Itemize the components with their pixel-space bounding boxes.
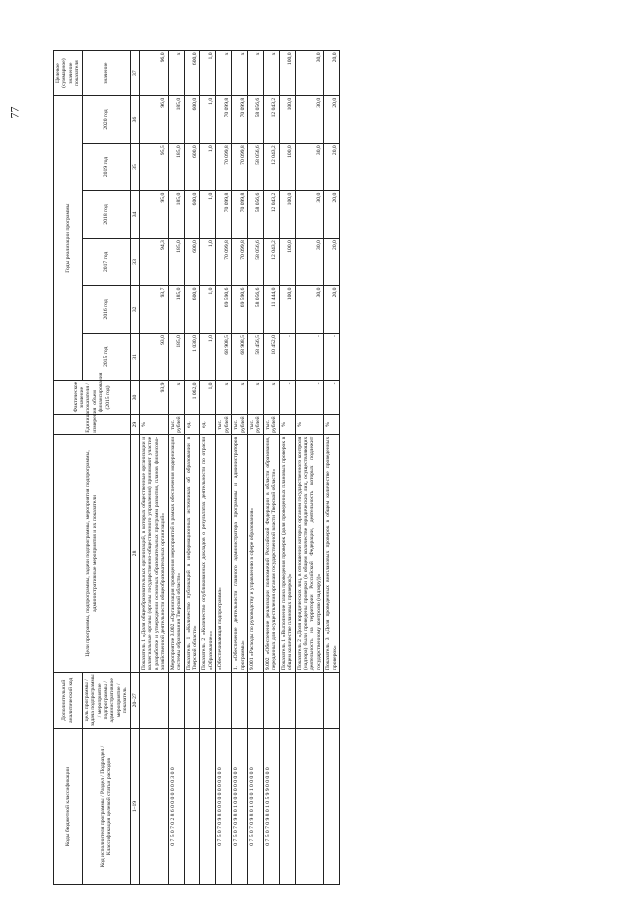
row-unit: тыс. рублей bbox=[264, 416, 278, 433]
row-value-2020: 1,0 bbox=[200, 96, 216, 143]
row-value-2017: 20,0 bbox=[324, 238, 340, 285]
row-value-2018: 1,0 bbox=[200, 191, 216, 238]
base-value-header: Фактическое значение показателя / объем финансирования (2015 год) bbox=[54, 381, 131, 415]
row-value-2017: 30,0 bbox=[295, 238, 324, 285]
program-table bbox=[53, 50, 340, 885]
row-value-2017: 70 099,8 bbox=[216, 238, 232, 285]
row-value-2020: 600,0 bbox=[184, 96, 200, 143]
row-value-2017: 600,0 bbox=[184, 238, 200, 285]
budget-codes-header: Коды бюджетной классификации bbox=[54, 729, 83, 885]
table-row bbox=[184, 51, 200, 885]
row-value-2016: 30,0 bbox=[295, 286, 324, 333]
row-unit: тыс. рублей bbox=[169, 416, 183, 433]
row-base-value: х bbox=[216, 381, 232, 415]
row-value-2017: 1,0 bbox=[200, 238, 216, 285]
row-value-2020: 20,0 bbox=[324, 96, 340, 143]
row-value-2016: 69 590,6 bbox=[216, 286, 232, 333]
row-target-value: х bbox=[247, 51, 263, 96]
row-value-2018: 12 043,2 bbox=[263, 191, 279, 238]
row-codes bbox=[140, 729, 169, 885]
table-row bbox=[247, 51, 263, 885]
row-unit: % bbox=[295, 414, 324, 434]
year-2020: 2020 год bbox=[82, 96, 130, 143]
row-value-2019: 70 099,8 bbox=[232, 143, 248, 190]
col-num-2018: 34 bbox=[130, 191, 139, 238]
row-unit: тыс. рублей bbox=[233, 416, 246, 433]
row-extra-codes bbox=[263, 672, 279, 729]
row-unit: тыс. рублей bbox=[217, 416, 230, 433]
row-value-2018: 95,0 bbox=[140, 191, 169, 238]
row-unit: % bbox=[140, 414, 169, 434]
row-codes: 0 7 5 0 7 0 2 8 6 0 0 0 0 0 0 0 3 0 0 bbox=[168, 729, 184, 885]
row-base-value: - bbox=[279, 381, 295, 415]
row-extra-codes bbox=[168, 672, 184, 729]
row-value-2016: 1,0 bbox=[200, 286, 216, 333]
row-target-value: 20,0 bbox=[324, 51, 340, 96]
row-target-value: х bbox=[232, 51, 248, 96]
row-description: Показатель 1 «Количество публикаций в информационных источниках об образовании в Тверской области» bbox=[185, 436, 199, 671]
row-value-2016: 93,7 bbox=[140, 286, 169, 333]
table-row bbox=[200, 51, 216, 885]
row-value-2020: 58 056,6 bbox=[247, 96, 263, 143]
row-value-2015: 93,0 bbox=[140, 333, 169, 380]
year-2016: 2016 год bbox=[82, 286, 130, 333]
row-value-2020: 12 043,2 bbox=[263, 96, 279, 143]
row-value-2016: 69 590,6 bbox=[232, 286, 248, 333]
unit-header: Единица измерения bbox=[54, 414, 131, 434]
table-row bbox=[295, 51, 324, 885]
row-base-value: х bbox=[232, 381, 248, 415]
row-base-value: х bbox=[247, 381, 263, 415]
row-value-2017: 12 043,2 bbox=[263, 238, 279, 285]
row-description: Показатель 2 «Доля юридических лиц, в отношении которых органом государственного контроля (надзора) были проведены проверки (в общем количестве юридических лиц, осуществляющих деятельность на территории Российской Федерации, деятельность которых подлежит государственному контролю (надзору))» bbox=[296, 436, 322, 671]
row-unit: % bbox=[324, 414, 340, 434]
table-row bbox=[216, 51, 232, 885]
row-target-value: 1,0 bbox=[200, 51, 216, 96]
row-codes bbox=[184, 729, 200, 885]
row-value-2020: 100,0 bbox=[279, 96, 295, 143]
row-target-value: 600,0 bbox=[184, 51, 200, 96]
header-row-1 bbox=[54, 51, 83, 885]
row-value-2019: 185,0 bbox=[168, 143, 184, 190]
row-codes bbox=[279, 729, 295, 885]
row-description: «Обеспечивающая подпрограмма» bbox=[216, 435, 232, 672]
row-value-2020: 70 099,8 bbox=[216, 96, 232, 143]
row-value-2016: 58 056,6 bbox=[247, 286, 263, 333]
rotated-table-wrapper bbox=[45, 40, 600, 895]
row-codes bbox=[324, 729, 340, 885]
row-value-2016: 20,0 bbox=[324, 286, 340, 333]
row-value-2018: 100,0 bbox=[279, 191, 295, 238]
row-value-2016: 11 444,0 bbox=[263, 286, 279, 333]
table-row bbox=[140, 51, 169, 885]
row-base-value: 93,9 bbox=[140, 381, 169, 415]
col-num-base: 30 bbox=[130, 381, 139, 415]
row-value-2015: 185,0 bbox=[168, 333, 184, 380]
col-num-unit: 29 bbox=[130, 414, 139, 434]
description-header: Цели программы, подпрограммы, задачи подпрограммы, мероприятия подпрограммы, административные мероприятия и их показатели bbox=[54, 435, 131, 672]
column-numbers-row bbox=[130, 51, 139, 885]
row-codes: 0 7 5 0 7 0 9 8 0 1 0 5 9 9 0 0 0 0 0 bbox=[263, 729, 279, 885]
row-base-value: - bbox=[324, 381, 340, 415]
scanned-sheet bbox=[45, 40, 600, 895]
row-value-2019: 12 043,2 bbox=[263, 143, 279, 190]
extra-subheader: цель программы / задача подпрограммы / мероприятие подпрограммы / административное мероприятие / показатель bbox=[82, 672, 130, 729]
row-codes bbox=[295, 729, 324, 885]
row-description: Показатель 2 «Количество опубликованных докладов о результатах деятельности по отрасли «Образование»» bbox=[201, 436, 214, 671]
row-value-2017: 58 056,6 bbox=[247, 238, 263, 285]
col-num-desc: 28 bbox=[130, 435, 139, 672]
row-value-2015: 1,0 bbox=[200, 333, 216, 380]
row-extra-codes bbox=[279, 672, 295, 729]
row-target-value: х bbox=[168, 51, 184, 96]
row-value-2020: 70 099,8 bbox=[232, 96, 248, 143]
row-unit: ед. bbox=[184, 414, 200, 434]
row-value-2015: - bbox=[279, 333, 295, 380]
row-value-2020: 96,0 bbox=[140, 96, 169, 143]
row-codes: 0 7 5 0 7 0 9 8 0 1 0 0 0 0 0 0 0 0 0 bbox=[232, 729, 248, 885]
row-value-2016: 100,0 bbox=[279, 286, 295, 333]
row-value-2015: 58 456,5 bbox=[247, 333, 263, 380]
row-unit: % bbox=[279, 414, 295, 434]
table-row bbox=[279, 51, 295, 885]
row-value-2015: 68 908,5 bbox=[232, 333, 248, 380]
row-description: Мероприятие 3.002 «Организация проведения мероприятий в рамках обеспечения модернизации системы образования Тверской области» bbox=[169, 436, 183, 671]
row-target-value: 30,0 bbox=[295, 51, 324, 96]
col-num-2016: 32 bbox=[130, 286, 139, 333]
row-base-value: х bbox=[263, 381, 279, 415]
row-value-2019: 20,0 bbox=[324, 143, 340, 190]
row-target-value: 96,0 bbox=[140, 51, 169, 96]
table-row bbox=[232, 51, 248, 885]
row-value-2018: 58 056,6 bbox=[247, 191, 263, 238]
table-row bbox=[324, 51, 340, 885]
table-row bbox=[168, 51, 184, 885]
row-value-2019: 95,5 bbox=[140, 143, 169, 190]
year-2015: 2015 год bbox=[82, 333, 130, 380]
row-description: 9.002 «Обеспечение реализации полномочий Российской Федерации в области образования, переданных для осуществления органам государственной власти Тверской области» bbox=[264, 436, 278, 671]
row-value-2017: 100,0 bbox=[279, 238, 295, 285]
row-value-2016: 185,0 bbox=[168, 286, 184, 333]
table-body bbox=[140, 51, 340, 885]
row-description: Показатель 3 «Доля проведенных внеплановых проверок в общем количестве проведенных проверок» bbox=[325, 436, 338, 671]
row-value-2019: 600,0 bbox=[184, 143, 200, 190]
row-codes: 0 7 5 0 7 0 9 8 0 0 0 0 0 0 0 0 0 0 0 bbox=[216, 729, 232, 885]
page-number: 77 bbox=[7, 106, 22, 119]
row-value-2017: 94,3 bbox=[140, 238, 169, 285]
col-num-2015: 31 bbox=[130, 333, 139, 380]
row-description: 9.001 «Расходы по руководству и управлению в сфере образования» bbox=[247, 435, 263, 672]
row-description: 1. «Обеспечение деятельности главного администратора программы и администраторов программы» bbox=[233, 436, 246, 671]
row-value-2018: 70 099,8 bbox=[232, 191, 248, 238]
row-extra-codes bbox=[140, 672, 169, 729]
col-num-target: 37 bbox=[130, 51, 139, 96]
row-target-value: 100,0 bbox=[279, 51, 295, 96]
row-unit: ед. bbox=[200, 414, 216, 434]
row-base-value: 1 062,0 bbox=[184, 381, 200, 415]
row-value-2020: 30,0 bbox=[295, 96, 324, 143]
row-extra-codes bbox=[295, 672, 324, 729]
row-extra-codes bbox=[324, 672, 340, 729]
row-value-2018: 600,0 bbox=[184, 191, 200, 238]
row-value-2019: 100,0 bbox=[279, 143, 295, 190]
col-num-codes: 1–19 bbox=[130, 729, 139, 885]
row-value-2019: 1,0 bbox=[200, 143, 216, 190]
row-unit: тыс. рублей bbox=[248, 416, 262, 433]
row-value-2016: 600,0 bbox=[184, 286, 200, 333]
row-value-2015: - bbox=[324, 333, 340, 380]
row-base-value: х bbox=[168, 381, 184, 415]
row-value-2017: 185,0 bbox=[168, 238, 184, 285]
row-base-value: - bbox=[295, 381, 324, 415]
codes-subheader: Код исполнителя программы / Раздел / Подраздел / Классификация целевой статьи расходов bbox=[82, 729, 130, 885]
target-value-subheader: значение bbox=[82, 51, 130, 96]
table-row bbox=[263, 51, 279, 885]
row-extra-codes bbox=[184, 672, 200, 729]
row-value-2020: 185,0 bbox=[168, 96, 184, 143]
extra-class-header: Дополнительный аналитический код bbox=[54, 672, 83, 729]
row-base-value: 1,0 bbox=[200, 381, 216, 415]
col-num-extra: 20–27 bbox=[130, 672, 139, 729]
row-value-2018: 185,0 bbox=[168, 191, 184, 238]
row-extra-codes bbox=[232, 672, 248, 729]
year-2018: 2018 год bbox=[82, 191, 130, 238]
row-value-2019: 58 056,6 bbox=[247, 143, 263, 190]
row-value-2019: 30,0 bbox=[295, 143, 324, 190]
year-2017: 2017 год bbox=[82, 238, 130, 285]
row-target-value: х bbox=[216, 51, 232, 96]
row-value-2015: 10 452,0 bbox=[263, 333, 279, 380]
years-header: Годы реализации программы bbox=[54, 96, 83, 381]
col-num-2020: 36 bbox=[130, 96, 139, 143]
row-value-2015: - bbox=[295, 333, 324, 380]
row-description: Показатель 1 «Выполнение плана проведения проверок (доля проведенных плановых проверок в общем количестве плановых проверок)» bbox=[280, 436, 294, 671]
row-value-2018: 30,0 bbox=[295, 191, 324, 238]
row-value-2015: 1 030,0 bbox=[184, 333, 200, 380]
col-num-2019: 35 bbox=[130, 143, 139, 190]
row-extra-codes bbox=[200, 672, 216, 729]
col-num-2017: 33 bbox=[130, 238, 139, 285]
row-description: Показатель 1 «Доля общеобразовательных организаций, в которых общественные организации и коллегиальные органы (органы государственно-общественного управления) принимают участие в разработке и утверждении основных образовательных программ развития, планов финансово-хозяйственной деятельности общеобразовательных организаций» bbox=[141, 436, 167, 671]
row-codes bbox=[200, 729, 216, 885]
row-target-value: х bbox=[263, 51, 279, 96]
row-value-2017: 70 099,8 bbox=[232, 238, 248, 285]
row-extra-codes bbox=[216, 672, 232, 729]
row-value-2019: 70 099,8 bbox=[216, 143, 232, 190]
target-header: Целевое (суммарное) значение показателя bbox=[54, 51, 83, 96]
year-2019: 2019 год bbox=[82, 143, 130, 190]
row-extra-codes bbox=[247, 672, 263, 729]
row-value-2018: 20,0 bbox=[324, 191, 340, 238]
row-codes: 0 7 5 0 7 0 9 8 0 1 0 0 0 1 0 0 0 0 0 bbox=[247, 729, 263, 885]
row-value-2018: 70 099,8 bbox=[216, 191, 232, 238]
row-value-2015: 68 908,5 bbox=[216, 333, 232, 380]
